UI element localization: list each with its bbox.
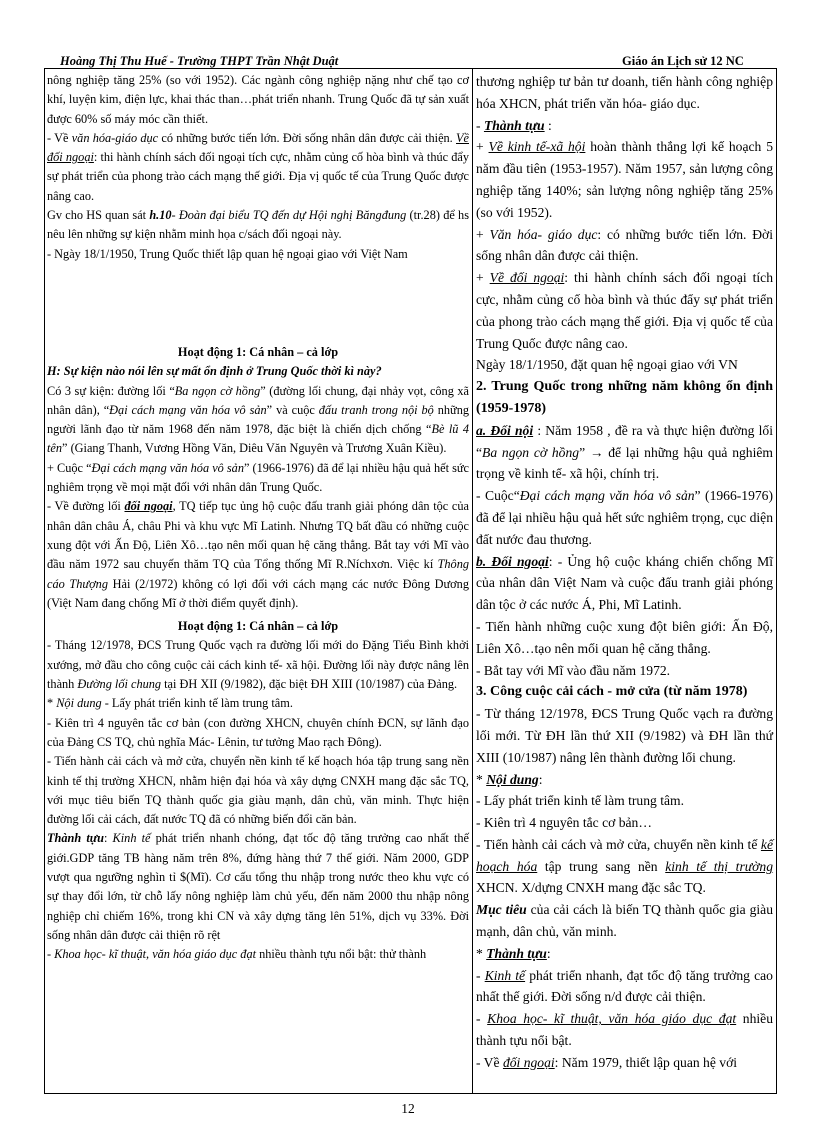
activity-heading: Hoạt động 1: Cá nhân – cả lớp xyxy=(177,619,339,634)
paragraph: * Thành tựu: xyxy=(476,945,551,961)
paragraph: Thành tựu: Kinh tế phát triển nhanh chóng, đạt tốc độ tăng trưởng cao nhất thế giới.GDP tăng TB hàng năm trên 8%, đứng hàng thứ 7 thế giới. Năm 2000, GDP vượt qua ngưỡng nghìn tỉ $(Mĩ). Cơ cấu tổng thu nhập trong nước theo khu vực có sự thay đổi lớn, từ chỗ lấy nông nghiệp làm chủ yếu, đến năm 2000 thu nhập nông nghiệp chỉ chiếm 16%, trong khi CN và xây dựng tăng lên 51%, dịch vụ 33%. Đời sống nhân dân được cải thiện rõ rệt xyxy=(47,831,469,942)
column-divider xyxy=(472,68,473,1094)
paragraph: Ngày 18/1/1950, đặt quan hệ ngoại giao với VN xyxy=(476,357,738,373)
paragraph: - Cuộc“Đại cách mạng văn hóa vô sản” (1966-1976) đã để lại nhiều hậu quả hết sức nghiêm trọng, cục diện đất nước đau thương. xyxy=(476,488,774,547)
paragraph: + Về kinh tế-xã hội hoàn thành thắng lợi kế hoạch 5 năm đầu tiên (1953-1957). Năm 1957, sản lượng công nghiệp tăng 140%; sản lượng nông nghiệp tăng 25% (so với 1952). xyxy=(476,139,773,220)
paragraph: thương nghiệp tư bản tư doanh, tiến hành công nghiệp hóa XHCN, phát triển văn hóa- giáo dục. xyxy=(476,74,773,111)
paragraph: - Về văn hóa-giáo dục có những bước tiến lớn. Đời sống nhân dân được cải thiện. Về đối ngoại: thi hành chính sách đối ngoại tích cực, nhằm củng cố hòa bình và thúc đẩy sự phát triển của phong trào cách mạng thế giới. Địa vị quốc tế của Trung Quốc được nâng cao. xyxy=(47,130,469,203)
paragraph: - Khoa học- kĩ thuật, văn hóa giáo dục đạt nhiều thành tựu nổi bật: thử thành xyxy=(47,947,427,962)
paragraph: - Kiên trì 4 nguyên tắc cơ bản… xyxy=(476,815,652,831)
question: H: Sự kiện nào nói lên sự mất ổn định ở Trung Quốc thời kì này? xyxy=(47,364,382,379)
section-heading: 2. Trung Quốc trong những năm không ổn định (1959-1978) xyxy=(476,379,773,416)
paragraph: - Khoa học- kĩ thuật, văn hóa giáo dục đạt nhiều thành tựu nổi bật. xyxy=(476,1011,774,1049)
paragraph: * Nội dung: xyxy=(476,771,543,787)
paragraph: - Tháng 12/1978, ĐCS Trung Quốc vạch ra đường lối mới do Đặng Tiểu Bình khởi xướng, mở đầu cho công cuộc cải cách kinh tế- xã hội. Đường lối này được nâng lên thành Đường lối chung tại ĐH XII (9/1982), đặc biệt ĐH XIII (10/1987) của Đảng. xyxy=(47,638,469,692)
paragraph: - Kinh tế phát triển nhanh, đạt tốc độ tăng trưởng cao nhất thế giới. Đời sống n/d được cải thiện. xyxy=(476,967,773,1005)
paragraph: - Về đường lối đối ngoại, TQ tiếp tục ủng hộ cuộc đấu tranh giải phóng dân tộc của nhân dân châu Á, châu Phi và khu vực Mĩ Latinh. Nhưng TQ bất đầu có những cuộc xung đột với Ấn Độ, Liên Xô…tạo nên mối quan hệ căng thẳng. Bắt tay với Mĩ vào đầu năm 1972 sau chuyến thăm TQ của Tổng thống Mĩ R.Níchxơn. Việc kí Thông cáo Thượng Hải (2/1972) không có lợi đối với cách mạng các nước Đông Dương (Việt Nam đang chống Mĩ ở thời điểm quyết định). xyxy=(47,499,469,610)
paragraph: - Từ tháng 12/1978, ĐCS Trung Quốc vạch ra đường lối mới. Từ ĐH lần thứ XII (9/1982) và ĐH lần thứ XIII (10/1987) nâng lên thành đường lối chung. xyxy=(476,706,773,765)
paragraph: - Về đối ngoại: Năm 1979, thiết lập quan hệ với xyxy=(476,1054,738,1070)
spacer xyxy=(47,264,469,343)
header-title: Giáo án Lịch sử 12 NC xyxy=(622,54,744,68)
paragraph: - Thành tựu : xyxy=(476,117,552,133)
paragraph: Có 3 sự kiện: đường lối “Ba ngọn cờ hồng” (đường lối chung, đại nhảy vọt, công xã nhân dân), “Đại cách mạng văn hóa vô sản” và cuộc đấu tranh trong nội bộ những người lãnh đạo từ năm 1968 đến năm 1978, đặc biệt là chiến dịch chống “Bè lũ 4 tên” (Giang Thanh, Vương Hồng Văn, Diêu Văn Nguyên và Trương Xuân Kiều). xyxy=(47,383,470,456)
paragraph: + Văn hóa- giáo dục: có những bước tiến lớn. Đời sống nhân dân được cải thiện. xyxy=(476,226,773,264)
student-content-column xyxy=(476,71,773,1074)
paragraph: + Cuộc “Đại cách mạng văn hóa vô sản” (1966-1976) đã để lại nhiều hậu quả hết sức nghiêm trọng về mọi mặt đối với nhân dân Trung Quốc. xyxy=(47,460,470,495)
paragraph: - Lấy phát triển kinh tế làm trung tâm. xyxy=(476,793,685,809)
activity-heading: Hoạt động 1: Cá nhân – cả lớp xyxy=(177,344,339,359)
paragraph: Gv cho HS quan sát h.10- Đoàn đại biểu TQ đến dự Hội nghị Băngđung (tr.28) để hs nêu lên những sự kiện nhằm minh họa c/sách đối ngoại này. xyxy=(47,208,469,242)
teacher-activities-column xyxy=(47,71,469,964)
paragraph: b. Đối ngoại: - Ủng hộ cuộc kháng chiến chống Mĩ của nhân dân Việt Nam và cuộc đấu tranh giải phóng dân tộc ở các nước Á, Phi, Mĩ Latinh. xyxy=(476,553,773,613)
paragraph: - Tiến hành những cuộc xung đột biên giới: Ấn Độ, Liên Xô…tạo nên mối quan hệ căng thẳng. xyxy=(476,618,773,656)
header-author: Hoàng Thị Thu Huế - Trường THPT Trần Nhật Duật xyxy=(60,54,339,68)
page-number: 12 xyxy=(401,1101,415,1116)
paragraph: * Nội dung - Lấy phát triển kinh tế làm trung tâm. xyxy=(47,696,293,711)
paragraph: - Ngày 18/1/1950, Trung Quốc thiết lập quan hệ ngoại giao với Việt Nam xyxy=(47,246,408,261)
paragraph: - Kiên trì 4 nguyên tắc cơ bản (con đường XHCN, chuyên chính ĐCN, sự lãnh đạo của Đảng CS TQ, chủ nghĩa Mác- Lênin, tư tưởng Mao rạch Đông). xyxy=(47,715,469,749)
paragraph: + Về đối ngoại: thi hành chính sách đối ngoại tích cực, nhằm củng cố hòa bình và thúc đẩy sự phát triển của phong trào cách mạng thế giới. Địa vị quốc tế của Trung Quốc được nâng cao. xyxy=(476,270,773,351)
paragraph: - Tiến hành cải cách và mở cửa, chuyển nền kinh tế kế hoạch hóa tập trung sang nền kinh tế thị trường XHCN, nhằm hiện đại hóa và xây dựng CNXH mang đặc sắc TQ, với mục tiêu biến TQ thành quốc gia giàu mạnh, dân chủ, văn minh. Thực hiện đường lối cải cách, đất nước TQ đã có những biến đổi căn bản. xyxy=(47,754,469,827)
paragraph: a. Đối nội : Năm 1958 , đề ra và thực hiện đường lối “Ba ngọn cờ hồng” → để lại những hậu quả nghiêm trọng về kinh tế- xã hội, chính trị. xyxy=(476,422,773,482)
section-heading: 3. Công cuộc cải cách - mở cửa (từ năm 1978) xyxy=(476,684,748,700)
paragraph: - Tiến hành cải cách và mở cửa, chuyển nền kinh tế kế hoạch hóa tập trung sang nền kinh tế thị trường XHCN. X/dựng CNXH mang đặc sắc TQ. xyxy=(476,836,774,896)
paragraph: - Bắt tay với Mĩ vào đầu năm 1972. xyxy=(476,662,671,678)
paragraph: nông nghiệp tăng 25% (so với 1952). Các ngành công nghiệp nặng như chế tạo cơ khí, luyện kim, điện lực, khai thác than…phát triển nhanh. Trung Quốc đã tự sản xuất được 60% số máy móc cần thiết. xyxy=(47,73,469,126)
paragraph: Mục tiêu của cải cách là biến TQ thành quốc gia giàu mạnh, dân chủ, văn minh. xyxy=(476,902,773,940)
